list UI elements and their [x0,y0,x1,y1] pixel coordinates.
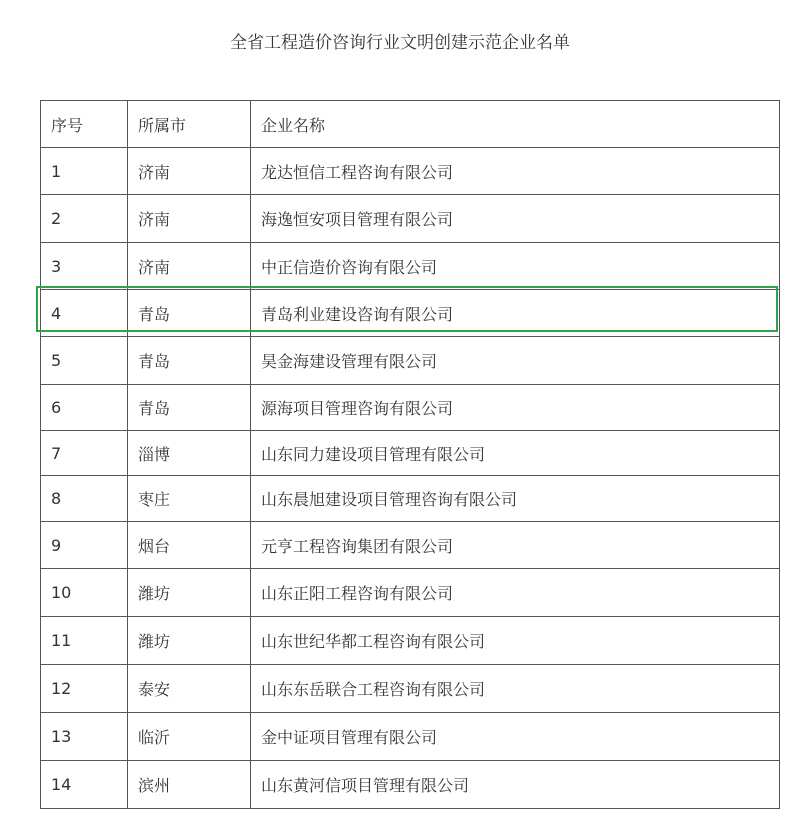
row-company-name: 海逸恒安项目管理有限公司 [251,195,780,243]
table-row [41,522,780,569]
row-company-name: 青岛利业建设咨询有限公司 [251,290,780,337]
row-index: 8 [41,476,128,522]
row-company-name: 山东晨旭建设项目管理咨询有限公司 [251,476,780,522]
row-company-name: 山东黄河信项目管理有限公司 [251,761,780,809]
header-index: 序号 [41,101,128,148]
row-city: 烟台 [128,522,251,569]
row-company-name: 源海项目管理咨询有限公司 [251,385,780,431]
page-title: 全省工程造价咨询行业文明创建示范企业名单 [230,33,570,53]
row-index: 5 [41,337,128,385]
row-company-name: 山东同力建设项目管理有限公司 [251,431,780,476]
row-company-name: 金中证项目管理有限公司 [251,713,780,761]
row-index: 11 [41,617,128,665]
row-city: 济南 [128,148,251,195]
header-company-name: 企业名称 [251,101,780,148]
table-row [41,385,780,431]
row-city: 济南 [128,243,251,290]
row-company-name: 龙达恒信工程咨询有限公司 [251,148,780,195]
row-index: 13 [41,713,128,761]
row-index: 4 [41,290,128,337]
row-company-name: 昊金海建设管理有限公司 [251,337,780,385]
row-index: 2 [41,195,128,243]
row-company-name: 元亨工程咨询集团有限公司 [251,522,780,569]
table-body [41,101,780,809]
row-company-name: 中正信造价咨询有限公司 [251,243,780,290]
table-row [41,148,780,195]
company-table [40,100,780,809]
row-company-name: 山东东岳联合工程咨询有限公司 [251,665,780,713]
row-city: 淄博 [128,431,251,476]
table-row [41,665,780,713]
table-row [41,243,780,290]
table-row [41,195,780,243]
table-row [41,476,780,522]
table-row [41,569,780,617]
row-city: 潍坊 [128,569,251,617]
table-row [41,761,780,809]
row-city: 泰安 [128,665,251,713]
row-city: 临沂 [128,713,251,761]
row-index: 3 [41,243,128,290]
row-index: 7 [41,431,128,476]
row-index: 12 [41,665,128,713]
row-company-name: 山东世纪华都工程咨询有限公司 [251,617,780,665]
row-city: 枣庄 [128,476,251,522]
row-city: 青岛 [128,337,251,385]
table-row [41,431,780,476]
row-index: 9 [41,522,128,569]
row-city: 青岛 [128,290,251,337]
row-index: 14 [41,761,128,809]
row-index: 10 [41,569,128,617]
row-city: 青岛 [128,385,251,431]
row-city: 潍坊 [128,617,251,665]
header-city: 所属市 [128,101,251,148]
row-index: 1 [41,148,128,195]
table-row-highlighted [41,290,780,337]
table-row [41,337,780,385]
table-row [41,713,780,761]
table-row [41,617,780,665]
row-company-name: 山东正阳工程咨询有限公司 [251,569,780,617]
row-city: 济南 [128,195,251,243]
row-city: 滨州 [128,761,251,809]
row-index: 6 [41,385,128,431]
table-header-row [41,101,780,148]
